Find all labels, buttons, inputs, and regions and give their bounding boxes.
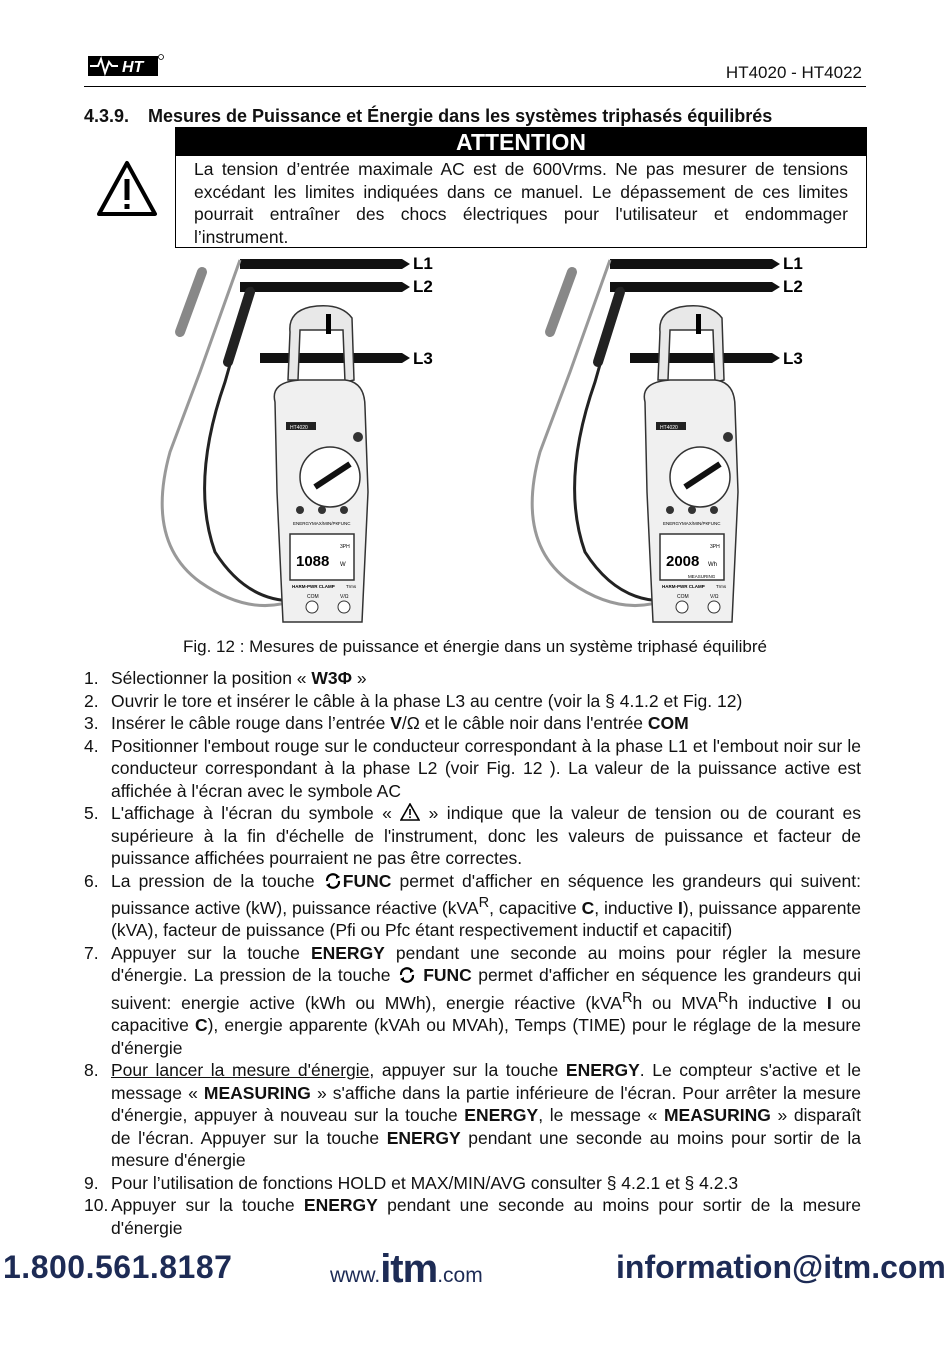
step-2: 2. Ouvrir le tore et insérer le câble à la phase L3 au centre (voir la § 4.1.2 et Fig. 12) <box>84 690 743 711</box>
left-btn-func: FUNC <box>338 521 351 526</box>
right-meter-status: MEASURING <box>688 574 716 579</box>
right-meter-brand: HT4020 <box>660 425 678 431</box>
right-jack-v: V/Ω <box>710 594 719 600</box>
step-10: 10. Appuyer sur la touche ENERGY pendant une seconde au moins pour sortir de la mesure d'énergie <box>84 1195 861 1238</box>
right-trms-label: Trms <box>716 584 727 589</box>
model-label: HT4020 - HT4022 <box>725 63 862 82</box>
left-meter-reading: 1088 <box>296 553 330 570</box>
right-meter-badge: 3PH <box>710 544 720 550</box>
header-divider <box>84 86 866 87</box>
attention-title: ATTENTION <box>176 128 866 156</box>
step-3: 3. Insérer le câble rouge dans l’entrée V/Ω et le câble noir dans l'entrée COM <box>84 713 689 733</box>
left-jack-com: COM <box>307 594 319 600</box>
step-9: 9. Pour l’utilisation de fonctions HOLD et MAX/MIN/AVG consulter § 4.2.1 et § 4.2.3 <box>84 1172 739 1193</box>
step-4: 4. Positionner l'embout rouge sur le conducteur correspondant à la phase L1 et l'embout noir sur le conducteur correspondant à la phase L2 (voir Fig. 12 ). La valeur de la puissance active est affichée à l'écran avec le symbole AC <box>84 735 861 801</box>
step-5: 5. L'affichage à l'écran du symbole « » indique que la valeur de tension ou de courant es supérieure à la fin d'échelle de l'instrument, donc les valeurs de puissance et facteur de puissance affichées pourraient ne pas être correctes. <box>84 803 861 868</box>
warning-triangle-icon <box>96 160 158 218</box>
line-label-l2-right: L2 <box>783 277 803 296</box>
attention-box <box>175 127 867 248</box>
step-1: 1. Sélectionner la position « W3Φ » <box>84 668 367 688</box>
right-btn-maxmin: MAX/MIN/PK <box>682 521 709 526</box>
website-suffix: .com <box>437 1264 483 1287</box>
right-meter-reading: 2008 <box>666 553 700 570</box>
figure-12 <box>140 252 820 632</box>
attention-text: La tension d’entrée maximale AC est de 600Vrms. Ne pas mesurer de tensions excédant les limites indiquées dans ce manuel. Le dépassement de ces limites pourrait entraîner des chocs électriques pour l'utilisateur et endommager l’instrument. <box>194 159 848 247</box>
func-cycle-icon <box>397 966 417 984</box>
footer-email-link[interactable]: information@itm.com <box>616 1249 946 1285</box>
figure-caption: Fig. 12 : Mesures de puissance et énergie dans un système triphasé équilibré <box>183 637 767 656</box>
right-clamp-label: HARM-PWR CLAMP <box>662 584 705 589</box>
left-diagram <box>162 254 433 622</box>
left-meter-badge: 3PH <box>340 544 350 550</box>
line-label-l1: L1 <box>413 254 433 273</box>
procedure-steps <box>84 667 861 1239</box>
ht-logo <box>88 52 164 78</box>
right-btn-func: FUNC <box>708 521 721 526</box>
left-btn-energy: ENERGY <box>293 521 313 526</box>
left-clamp-label: HARM-PWR CLAMP <box>292 584 335 589</box>
step-6: 6. La pression de la touche FUNC permet d'afficher en séquence les grandeurs qui suivent: puissance active (kW), puissance réactive (kVA$^R$, capacitive C, inductive I), puissance apparente (kVA), facteur de puissance (Pfi ou Pfc étant respectivement inductif et capacitif) <box>84 870 862 941</box>
footer-phone[interactable]: 1.800.561.8187 <box>3 1249 233 1285</box>
right-btn-energy: ENERGY <box>663 521 683 526</box>
line-label-l3-right: L3 <box>783 349 803 368</box>
step-7: 7. Appuyer sur la touche ENERGY pendant une seconde au moins pour régler la mesure d'énergie. La pression de la touche FUNC permet d'afficher en séquence les grandeurs qui suivent: energie active (kWh ou MWh), energie réactive (kVA$^R$h ou $MVA^Rh$ inductive I ou capacitive C), energie apparente (kVAh ou MVAh), Temps (TIME) pour le réglage de la mesure d'énergie <box>84 942 862 1058</box>
left-meter-brand: HT4020 <box>290 425 308 431</box>
logo-text: HT <box>122 59 144 76</box>
left-trms-label: Trms <box>346 584 357 589</box>
section-title: Mesures de Puissance et Énergie dans les systèmes triphasés équilibrés <box>148 106 773 126</box>
warning-symbol-icon <box>400 803 420 821</box>
website-prefix: www. <box>330 1264 381 1287</box>
itm-logo: itm <box>380 1247 438 1291</box>
func-cycle-icon <box>323 872 343 890</box>
left-btn-maxmin: MAX/MIN/PK <box>312 521 339 526</box>
step-8: 8. Pour lancer la mesure d'énergie, appuyer sur la touche ENERGY. Le compteur s'active et le message « MEASURING » s'affiche dans la partie inférieure de l'écran. Pour arrêter la mesure d'énergie, appuyer à nouveau sur la touche ENERGY, le message « MEASURING » disparaît de l'écran. Appuyer sur la touche ENERGY pendant une seconde au moins pour sortir de la mesure d'énergie <box>84 1060 862 1171</box>
section-heading <box>84 106 772 127</box>
left-jack-v: V/Ω <box>340 594 349 600</box>
right-diagram <box>532 254 803 622</box>
left-meter-unit: W <box>340 562 346 568</box>
footer-website-link[interactable] <box>330 1247 483 1292</box>
right-meter-unit: Wh <box>708 562 717 568</box>
section-number: 4.3.9. <box>84 106 130 126</box>
line-label-l2: L2 <box>413 277 433 296</box>
line-label-l3: L3 <box>413 349 433 368</box>
right-jack-com: COM <box>677 594 689 600</box>
line-label-l1-right: L1 <box>783 254 803 273</box>
